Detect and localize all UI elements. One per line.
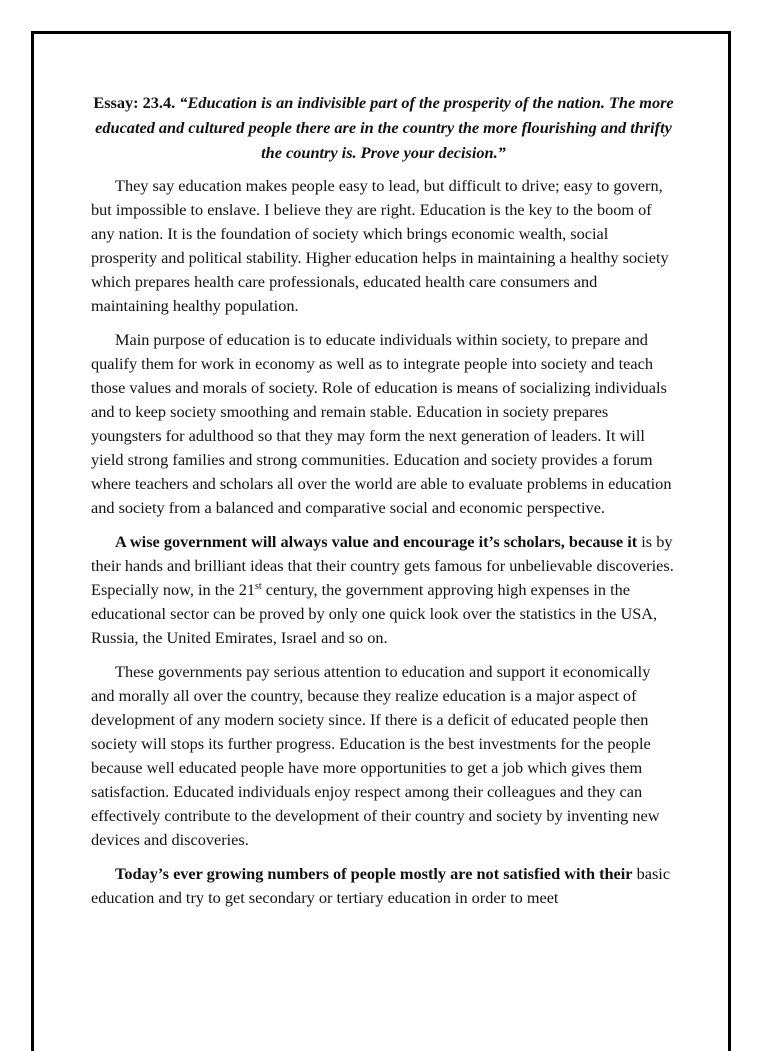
essay-title: [91, 90, 676, 165]
paragraph-4: [91, 660, 676, 852]
paragraph-text: is by their hands and brilliant ideas that their country gets famous for unbelievable discoveries. Especially now, in the 21: [91, 532, 674, 599]
paragraph-text: basic education and try to get secondary or tertiary education in order to meet: [91, 864, 671, 907]
paragraph-text: These governments pay serious attention to education and support it economically and morally all over the country, because they realize education is a major aspect of development of any modern society since. If there is a deficit of educated people then society will stops its further progress. Education is the best investments for the people because well educated people have more opportunities to get a job which gives them satisfaction. Educated individuals enjoy respect among their colleagues and they can effectively contribute to the development of their country and society by inventing new devices and discoveries.: [91, 662, 660, 849]
paragraph-1: [91, 174, 676, 318]
document-body: [91, 90, 676, 920]
paragraph-lead: A wise government will always value and encourage it’s scholars, because it: [115, 532, 638, 551]
paragraph-5: [91, 862, 676, 910]
essay-quote: “Education is an indivisible part of the prosperity of the nation. The more educated and cultured people there are in the country the more flourishing and thrifty the country is. Prove your decision.”: [95, 93, 674, 162]
paragraph-2: [91, 328, 676, 520]
paragraph-text: Main purpose of education is to educate individuals within society, to prepare and qualify them for work in economy as well as to integrate people into society and teach those values and morals of society. Role of education is means of socializing individuals and to keep society smoothing and remain stable. Education in society prepares youngsters for adulthood so that they may form the next generation of leaders. It will yield strong families and strong communities. Education and society provides a forum where teachers and scholars all over the world are able to evaluate problems in education and society from a balanced and comparative social and economic perspective.: [91, 330, 672, 517]
paragraph-text: century, the government approving high expenses in the educational sector can be proved by only one quick look over the statistics in the USA, Russia, the United Emirates, Israel and so on.: [91, 580, 658, 647]
paragraph-lead: Today’s ever growing numbers of people mostly are not satisfied with their: [115, 864, 633, 883]
essay-label: Essay: 23.4.: [93, 93, 176, 112]
paragraph-text: They say education makes people easy to lead, but difficult to drive; easy to govern, but impossible to enslave. I believe they are right. Education is the key to the boom of any nation. It is the foundation of society which brings economic wealth, social prosperity and political stability. Higher education helps in maintaining a healthy society which prepares health care professionals, educated health care consumers and maintaining healthy population.: [91, 176, 669, 315]
paragraph-3: [91, 530, 676, 650]
ordinal-suffix: st: [254, 581, 262, 592]
